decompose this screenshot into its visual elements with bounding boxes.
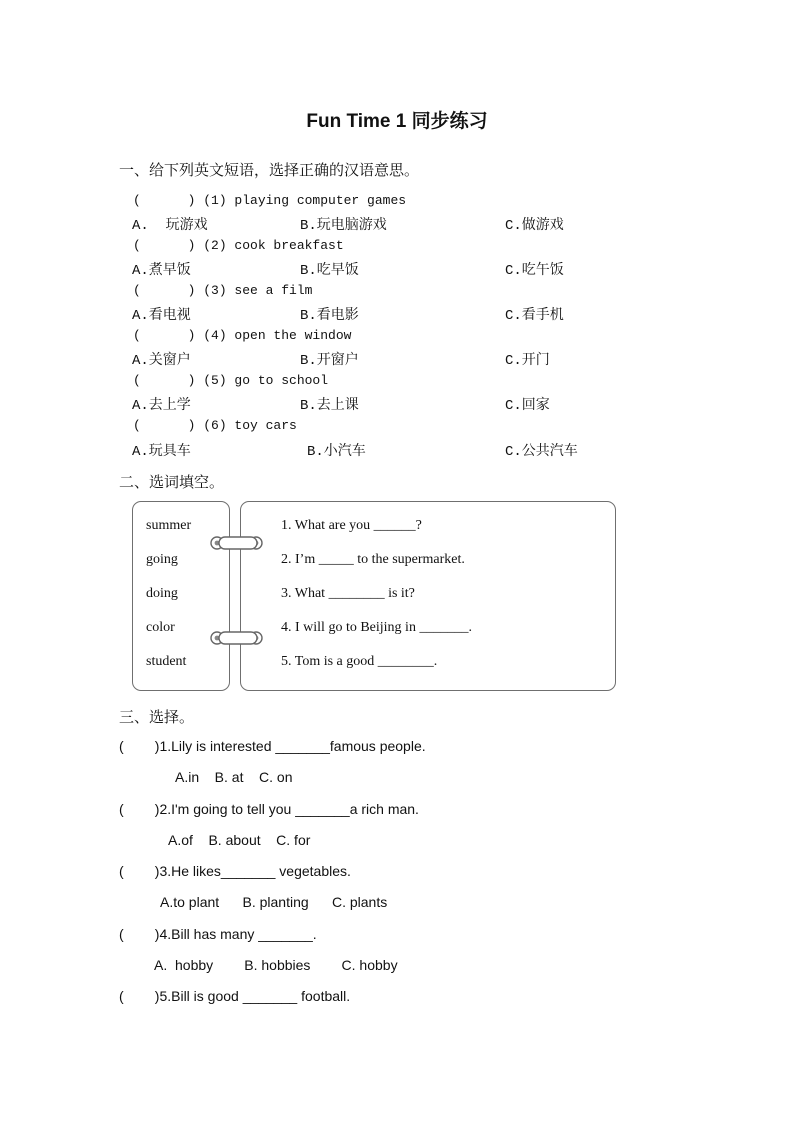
choice-question-3: ( )3.He likes_______ vegetables. bbox=[119, 863, 351, 879]
option-3b: B.看电影 bbox=[300, 308, 359, 324]
choice-options-4: A. hobby B. hobbies C. hobby bbox=[154, 957, 398, 973]
choice-options-2: A.of B. about C. for bbox=[168, 832, 311, 848]
binder-ring-bottom bbox=[211, 632, 262, 644]
sentence-item: 4. I will go to Beijing in _______. bbox=[281, 620, 472, 635]
option-1c: C.做游戏 bbox=[505, 218, 564, 234]
sentence-item: 1. What are you ______? bbox=[281, 518, 422, 533]
question-2: ( ) (2) cook breakfast bbox=[133, 238, 344, 253]
question-5: ( ) (5) go to school bbox=[133, 373, 329, 388]
section1-heading: 一、给下列英文短语，选择正确的汉语意思。 bbox=[119, 162, 420, 179]
option-5b: B.去上课 bbox=[300, 398, 359, 414]
choice-question-5: ( )5.Bill is good _______ football. bbox=[119, 988, 351, 1004]
option-2c: C.吃午饭 bbox=[505, 263, 564, 279]
option-1b: B.玩电脑游戏 bbox=[300, 218, 387, 234]
option-6b: B.小汽车 bbox=[307, 444, 366, 460]
question-1: ( ) (1) playing computer games bbox=[133, 193, 407, 208]
option-5c: C.回家 bbox=[505, 398, 550, 414]
sentence-item: 5. Tom is a good ________. bbox=[281, 654, 438, 669]
question-4: ( ) (4) open the window bbox=[133, 328, 352, 343]
binder-ring-top bbox=[211, 537, 262, 549]
option-5a: A.去上学 bbox=[132, 398, 191, 414]
question-3: ( ) (3) see a film bbox=[133, 283, 313, 298]
option-4b: B.开窗户 bbox=[300, 353, 359, 369]
option-1a: A. 玩游戏 bbox=[132, 218, 208, 234]
word-item: summer bbox=[146, 518, 192, 533]
choice-options-3: A.to plant B. planting C. plants bbox=[160, 894, 388, 910]
section2-heading: 二、选词填空。 bbox=[119, 474, 225, 491]
page-title: Fun Time 1 同步练习 bbox=[306, 111, 488, 132]
option-2b: B.吃早饭 bbox=[300, 263, 359, 279]
option-3a: A.看电视 bbox=[132, 308, 191, 324]
word-item: doing bbox=[146, 586, 178, 601]
option-4c: C.开门 bbox=[505, 353, 550, 369]
choice-question-4: ( )4.Bill has many _______. bbox=[119, 926, 317, 942]
word-item: student bbox=[146, 654, 187, 669]
option-6a: A.玩具车 bbox=[132, 444, 191, 460]
word-item: color bbox=[146, 620, 175, 635]
choice-question-2: ( )2.I'm going to tell you _______a rich man. bbox=[119, 801, 419, 817]
choice-options-1: A.in B. at C. on bbox=[175, 769, 293, 785]
sentence-item: 2. I’m _____ to the supermarket. bbox=[281, 552, 465, 567]
option-3c: C.看手机 bbox=[505, 308, 564, 324]
option-4a: A.关窗户 bbox=[132, 353, 191, 369]
option-2a: A.煮早饭 bbox=[132, 263, 191, 279]
sentence-item: 3. What ________ is it? bbox=[281, 586, 415, 601]
choice-question-1: ( )1.Lily is interested _______famous people. bbox=[119, 738, 426, 754]
section3-heading: 三、选择。 bbox=[119, 709, 195, 726]
word-item: going bbox=[146, 552, 178, 567]
option-6c: C.公共汽车 bbox=[505, 444, 578, 460]
question-6: ( ) (6) toy cars bbox=[133, 418, 297, 433]
